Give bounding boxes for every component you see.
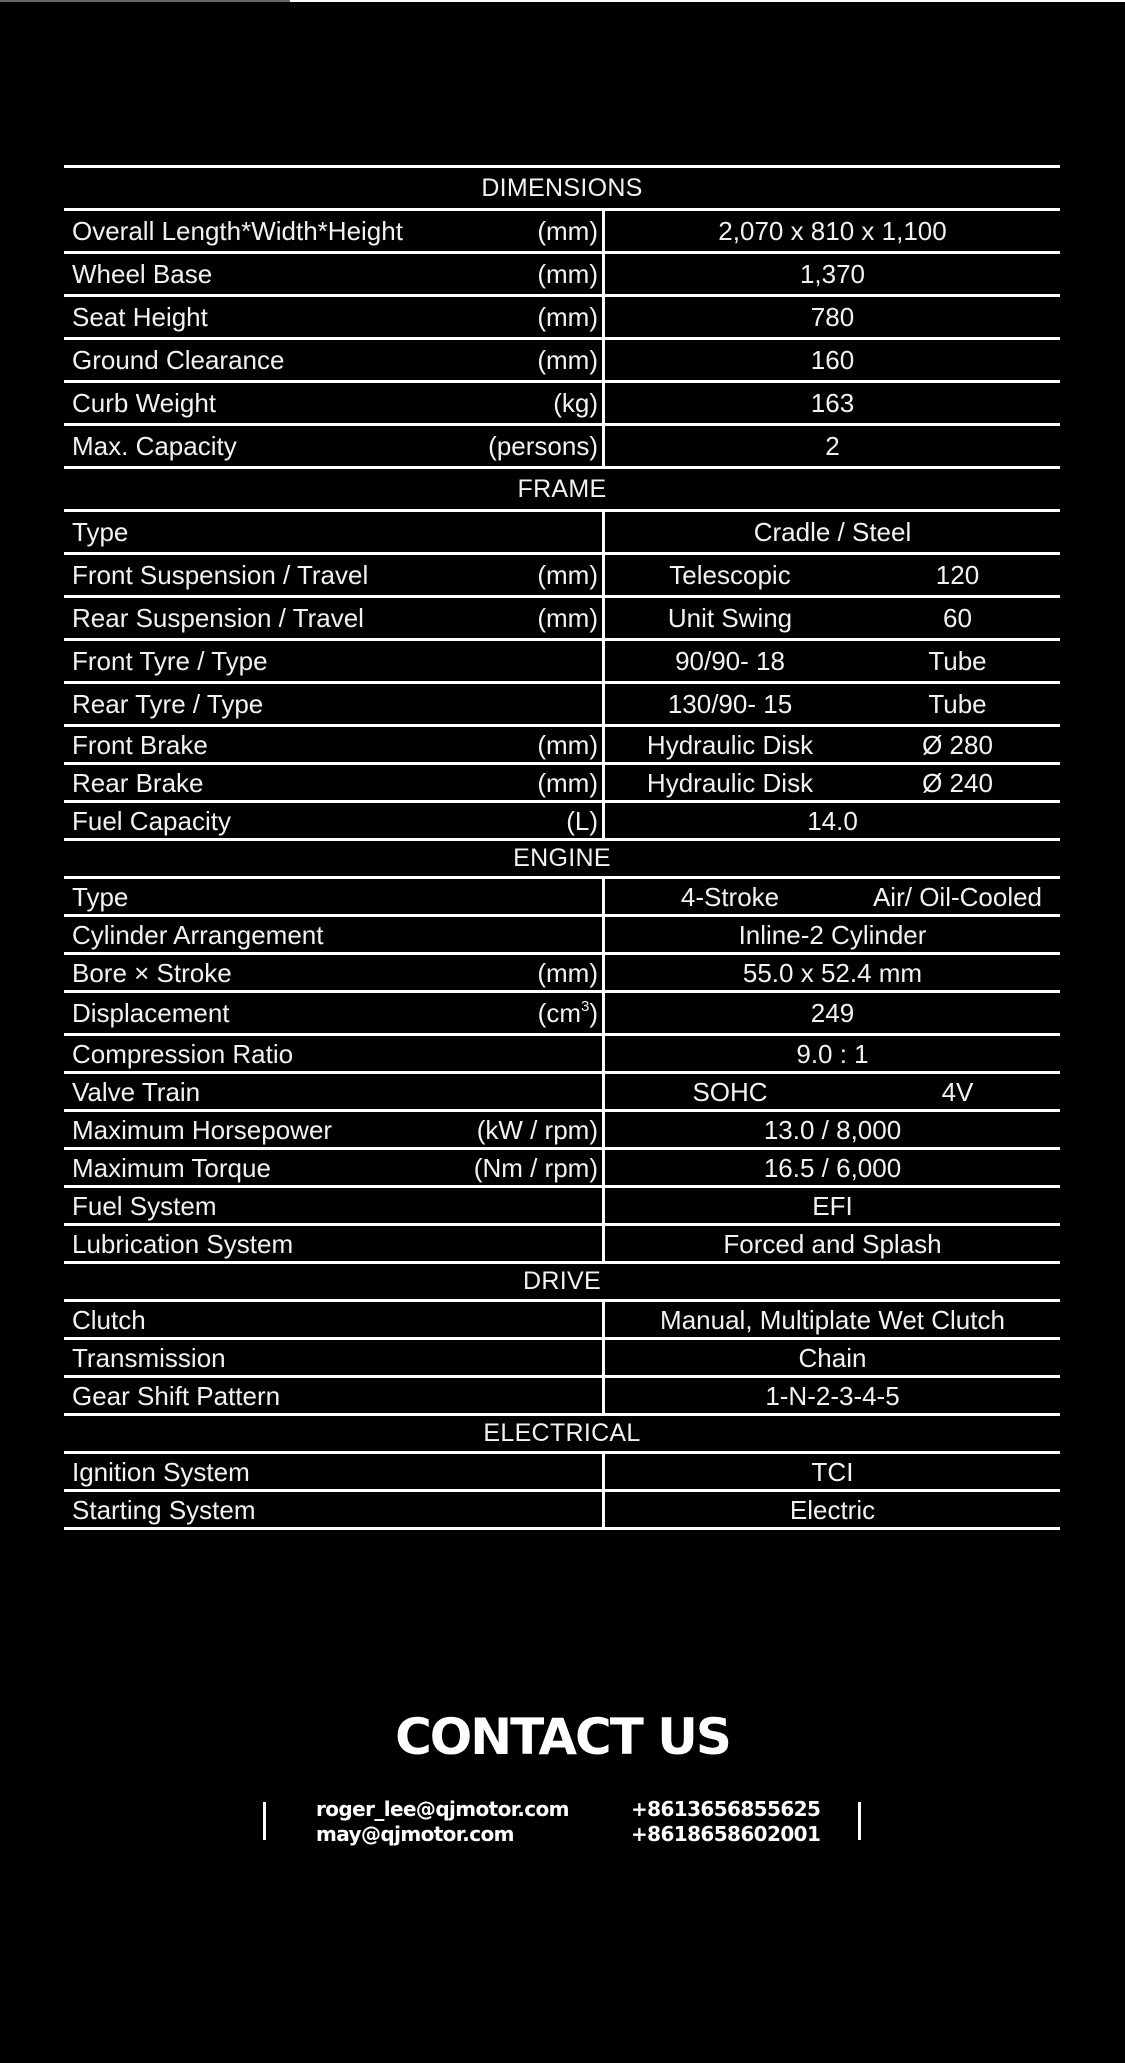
spec-row [64,1036,1060,1074]
contact-phone[interactable]: +8613656855625 [631,1797,821,1821]
spec-unit: (mm) [537,216,598,246]
spec-unit: (mm) [537,259,598,289]
contact-phone[interactable]: +8618658602001 [631,1822,821,1846]
spec-value: 780 [810,302,855,332]
spec-label-cell [64,1454,605,1489]
spec-value: 4V [941,1076,974,1107]
spec-label-cell [64,211,605,251]
spec-label-cell [64,598,605,638]
section-header: ENGINE [64,841,1060,879]
spec-value-cell [605,727,1060,762]
spec-value-cell [605,1036,1060,1071]
spec-value: TCI [811,1456,854,1487]
spec-value: 13.0 / 8,000 [763,1114,902,1145]
spec-value: 130/90- 15 [667,689,793,719]
spec-unit: (mm) [537,345,598,375]
spec-value: Air/ Oil-Cooled [872,881,1043,912]
spec-value: Ø 280 [922,729,993,760]
spec-label: Displacement [72,998,230,1028]
spec-label: Type [72,517,129,547]
spec-unit: (persons) [488,431,598,461]
spec-value: Manual, Multiplate Wet Clutch [660,1304,1005,1335]
section-header: DRIVE [64,1264,1060,1302]
spec-value-cell [605,1340,1060,1375]
spec-row [64,383,1060,426]
spec-label-cell [64,1036,605,1071]
spec-label: Fuel Capacity [72,805,231,836]
spec-value: Hydraulic Disk [646,729,814,760]
spec-value: Cradle / Steel [753,517,912,547]
spec-row [64,1302,1060,1340]
spec-label: Front Suspension / Travel [72,560,369,590]
spec-value-cell [605,1492,1060,1527]
spec-value: Chain [798,1342,867,1373]
spec-label-cell [64,1188,605,1223]
spec-label-cell [64,993,605,1033]
contact-email[interactable]: roger_lee@qjmotor.com [316,1797,569,1821]
spec-row [64,1150,1060,1188]
spec-label-cell [64,383,605,423]
spec-unit: (Nm / rpm) [473,1152,598,1183]
spec-unit: (mm) [537,729,598,760]
spec-label-cell [64,1302,605,1337]
spec-label-cell [64,1112,605,1147]
spec-value: 55.0 x 52.4 mm [742,957,923,988]
spec-row [64,727,1060,765]
spec-row [64,598,1060,641]
spec-label-cell [64,297,605,337]
spec-row [64,1454,1060,1492]
spec-label: Bore × Stroke [72,957,232,988]
spec-row [64,1188,1060,1226]
spec-label: Rear Tyre / Type [72,689,264,719]
spec-table [64,165,1060,1530]
spec-row [64,512,1060,555]
spec-value: Unit Swing [667,603,793,633]
spec-row [64,993,1060,1036]
spec-value: 249 [810,998,855,1028]
spec-value-cell [605,555,1060,595]
spec-label: Seat Height [72,302,208,332]
spec-value-cell [605,879,1060,914]
spec-value: Tube [928,646,987,676]
spec-value: SOHC [692,1076,768,1107]
spec-label: Front Brake [72,729,208,760]
spec-label-cell [64,684,605,724]
spec-unit: (mm) [537,957,598,988]
spec-unit: (mm) [537,603,598,633]
spec-label-cell [64,879,605,914]
spec-value-cell [605,765,1060,800]
spec-value: 1,370 [799,259,866,289]
spec-row [64,340,1060,383]
spec-label-cell [64,955,605,990]
spec-value: 120 [935,560,980,590]
spec-unit: $(cm^3)$ [537,998,598,1028]
spec-label-cell [64,1226,605,1261]
section-header: DIMENSIONS [64,168,1060,211]
top-edge-shade [0,0,290,2]
spec-row [64,1074,1060,1112]
spec-value: 1-N-2-3-4-5 [765,1380,900,1411]
spec-row [64,254,1060,297]
spec-value: 2,070 x 810 x 1,100 [718,216,947,246]
spec-label-cell [64,1492,605,1527]
spec-label: Curb Weight [72,388,217,418]
spec-value-cell [605,641,1060,681]
spec-label-cell [64,1340,605,1375]
spec-row [64,426,1060,469]
spec-unit: (mm) [537,302,598,332]
spec-unit: (mm) [537,767,598,798]
spec-value: Telescopic [669,560,791,590]
spec-row [64,1340,1060,1378]
section-header: ELECTRICAL [64,1416,1060,1454]
spec-label: Wheel Base [72,259,213,289]
spec-value-cell [605,383,1060,423]
spec-label-cell [64,727,605,762]
spec-value-cell [605,917,1060,952]
spec-label: Rear Brake [72,767,204,798]
spec-label-cell [64,1378,605,1413]
spec-row [64,879,1060,917]
spec-row [64,211,1060,254]
spec-unit: (kW / rpm) [476,1114,598,1145]
spec-row [64,297,1060,340]
spec-value: Tube [928,689,987,719]
spec-value: 60 [943,603,972,633]
spec-label: Ignition System [72,1456,250,1487]
spec-value-cell [605,340,1060,380]
spec-row [64,765,1060,803]
spec-label-cell [64,1150,605,1185]
spec-value: Inline-2 Cylinder [738,919,927,950]
contact-emails [316,1797,569,1847]
spec-label: Rear Suspension / Travel [72,603,364,633]
spec-value: Electric [789,1494,876,1525]
spec-value: 14.0 [807,805,858,836]
spec-label-cell [64,426,605,466]
spec-row [64,1378,1060,1416]
spec-row [64,917,1060,955]
spec-value: Hydraulic Disk [646,767,814,798]
spec-label-cell [64,803,605,838]
spec-unit: (mm) [537,560,598,590]
spec-value: Ø 240 [922,767,993,798]
contact-email[interactable]: may@qjmotor.com [316,1822,514,1846]
spec-row [64,955,1060,993]
spec-value-cell [605,598,1060,638]
spec-label-cell [64,765,605,800]
spec-label: Fuel System [72,1190,217,1221]
spec-label-cell [64,512,605,552]
spec-row [64,1226,1060,1264]
spec-value: 2 [825,431,840,461]
spec-value-cell [605,1378,1060,1413]
spec-label: Valve Train [72,1076,201,1107]
spec-label: Transmission [72,1342,226,1373]
contact-divider-left [263,1802,266,1840]
spec-value-cell [605,1454,1060,1489]
spec-value: EFI [812,1190,853,1221]
spec-label: Type [72,881,129,912]
section-header: FRAME [64,469,1060,512]
spec-value-cell [605,1226,1060,1261]
spec-row [64,1112,1060,1150]
spec-value: 16.5 / 6,000 [763,1152,902,1183]
spec-label-cell [64,555,605,595]
spec-value-cell [605,211,1060,251]
contact-divider-right [858,1802,861,1840]
spec-value: 163 [810,388,855,418]
spec-value-cell [605,254,1060,294]
spec-row [64,641,1060,684]
spec-label-cell [64,917,605,952]
spec-value: Forced and Splash [723,1228,942,1259]
spec-label: Ground Clearance [72,345,285,375]
spec-unit: (kg) [553,388,598,418]
spec-label: Starting System [72,1494,256,1525]
spec-value-cell [605,1188,1060,1223]
contact-title: CONTACT US [395,1708,730,1766]
spec-value-cell [605,1074,1060,1109]
spec-label: Clutch [72,1304,146,1335]
spec-value-cell [605,1112,1060,1147]
spec-value: 160 [810,345,855,375]
spec-value-cell [605,297,1060,337]
spec-value: 9.0 : 1 [796,1038,869,1069]
spec-label: Lubrication System [72,1228,294,1259]
spec-label-cell [64,254,605,294]
spec-label: Overall Length*Width*Height [72,216,403,246]
spec-value-cell [605,993,1060,1033]
spec-row [64,555,1060,598]
spec-label: Gear Shift Pattern [72,1380,281,1411]
spec-label: Maximum Torque [72,1152,271,1183]
spec-row [64,803,1060,841]
spec-label-cell [64,1074,605,1109]
spec-label: Maximum Horsepower [72,1114,333,1145]
spec-label: Front Tyre / Type [72,646,268,676]
spec-value-cell [605,426,1060,466]
spec-unit: (L) [566,805,598,836]
spec-row [64,1492,1060,1530]
spec-value: 4-Stroke [680,881,780,912]
spec-value-cell [605,1302,1060,1337]
spec-value-cell [605,1150,1060,1185]
spec-label: Max. Capacity [72,431,237,461]
spec-value: 90/90- 18 [675,646,785,676]
spec-label: Compression Ratio [72,1038,294,1069]
spec-label-cell [64,641,605,681]
spec-label: Cylinder Arrangement [72,919,324,950]
spec-row [64,684,1060,727]
contact-phones [631,1797,820,1847]
spec-value-cell [605,512,1060,552]
spec-label-cell [64,340,605,380]
spec-value-cell [605,803,1060,838]
spec-value-cell [605,684,1060,724]
spec-value-cell [605,955,1060,990]
